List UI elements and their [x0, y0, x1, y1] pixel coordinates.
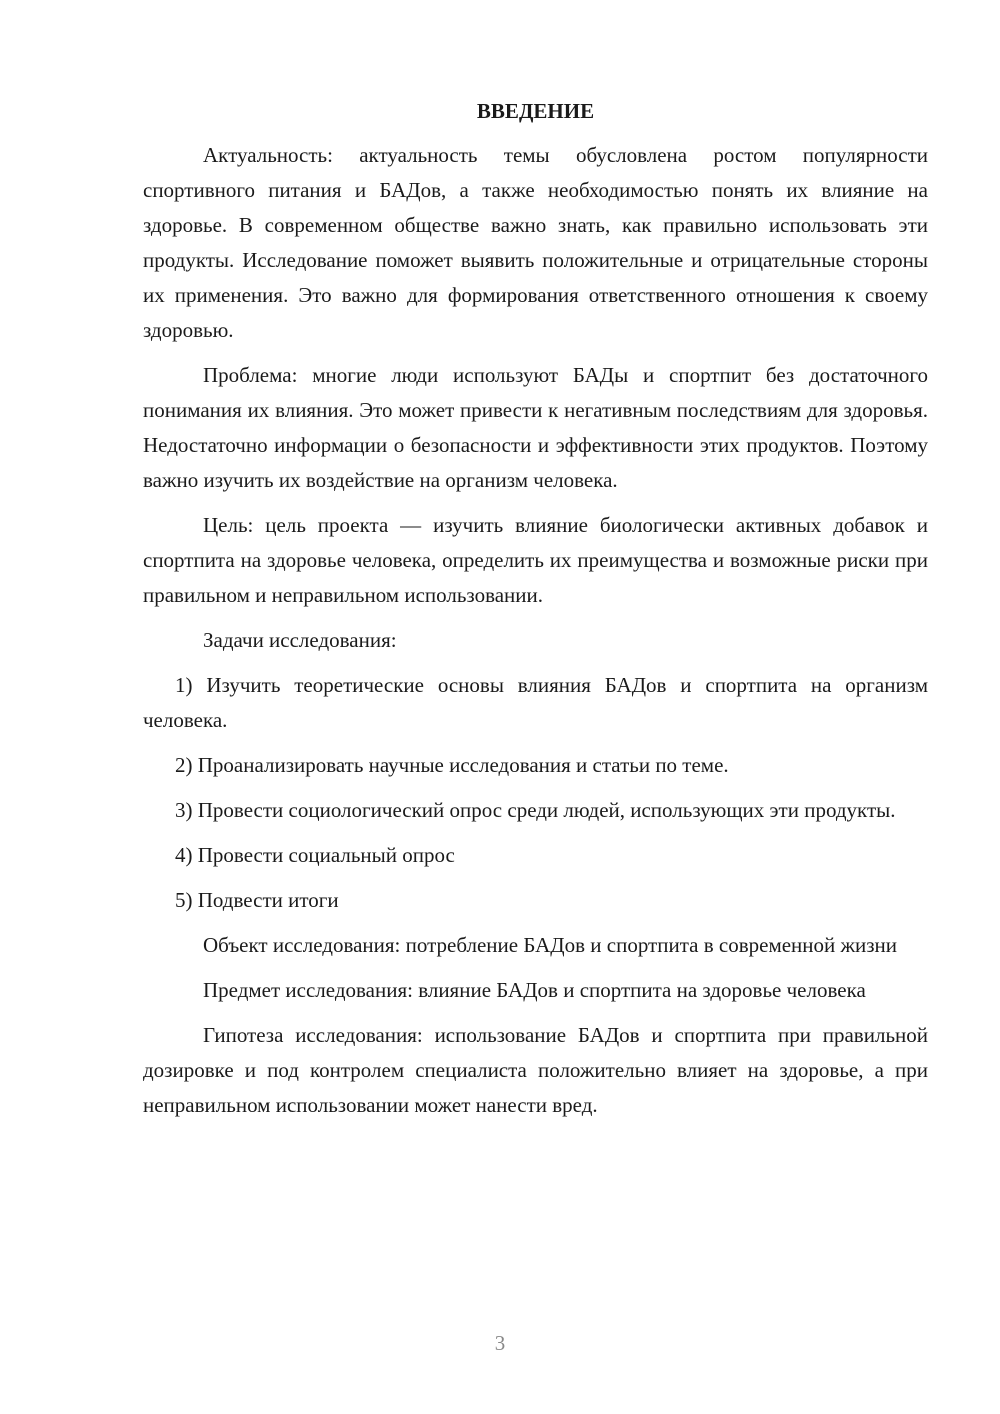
- paragraph-tasks-heading: Задачи исследования:: [203, 628, 397, 652]
- page-number: 3: [494, 1331, 506, 1355]
- paragraph-problem: Проблема: многие люди используют БАДы и спортпит без достаточного понимания их влияния. Это может привести к негативным последствиям для здоровья. Недостаточно информации о безопасности и эффективности этих продуктов. Поэтому важно изучить их воздействие на организм человека.: [143, 363, 928, 492]
- document-page: [143, 96, 928, 1133]
- page-title: ВВЕДЕНИЕ: [476, 99, 595, 123]
- task-item-5: 5) Подвести итоги: [175, 888, 339, 912]
- paragraph-goal: Цель: цель проекта — изучить влияние биологически активных добавок и спортпита на здоровье человека, определить их преимущества и возможные риски при правильном и неправильном использовании.: [143, 513, 928, 607]
- task-item-4: 4) Провести социальный опрос: [175, 843, 455, 867]
- task-item-2: 2) Проанализировать научные исследования и статьи по теме.: [175, 753, 729, 777]
- paragraph-relevance: Актуальность: актуальность темы обусловлена ростом популярности спортивного питания и БАДов, а также необходимостью понять их влияние на здоровье. В современном обществе важно знать, как правильно использовать эти продукты. Исследование поможет выявить положительные и отрицательные стороны их применения. Это важно для формирования ответственного отношения к своему здоровью.: [143, 143, 928, 342]
- task-item-3: 3) Провести социологический опрос среди людей, использующих эти продукты.: [175, 798, 896, 822]
- paragraph-hypothesis: Гипотеза исследования: использование БАДов и спортпита при правильной дозировке и под контролем специалиста положительно влияет на здоровье, а при неправильном использовании может нанести вред.: [143, 1023, 928, 1117]
- paragraph-subject: Предмет исследования: влияние БАДов и спортпита на здоровье человека: [203, 978, 866, 1002]
- task-item-1: 1) Изучить теоретические основы влияния БАДов и спортпита на организм человека.: [143, 673, 928, 732]
- paragraph-object: Объект исследования: потребление БАДов и спортпита в современной жизни: [203, 933, 898, 957]
